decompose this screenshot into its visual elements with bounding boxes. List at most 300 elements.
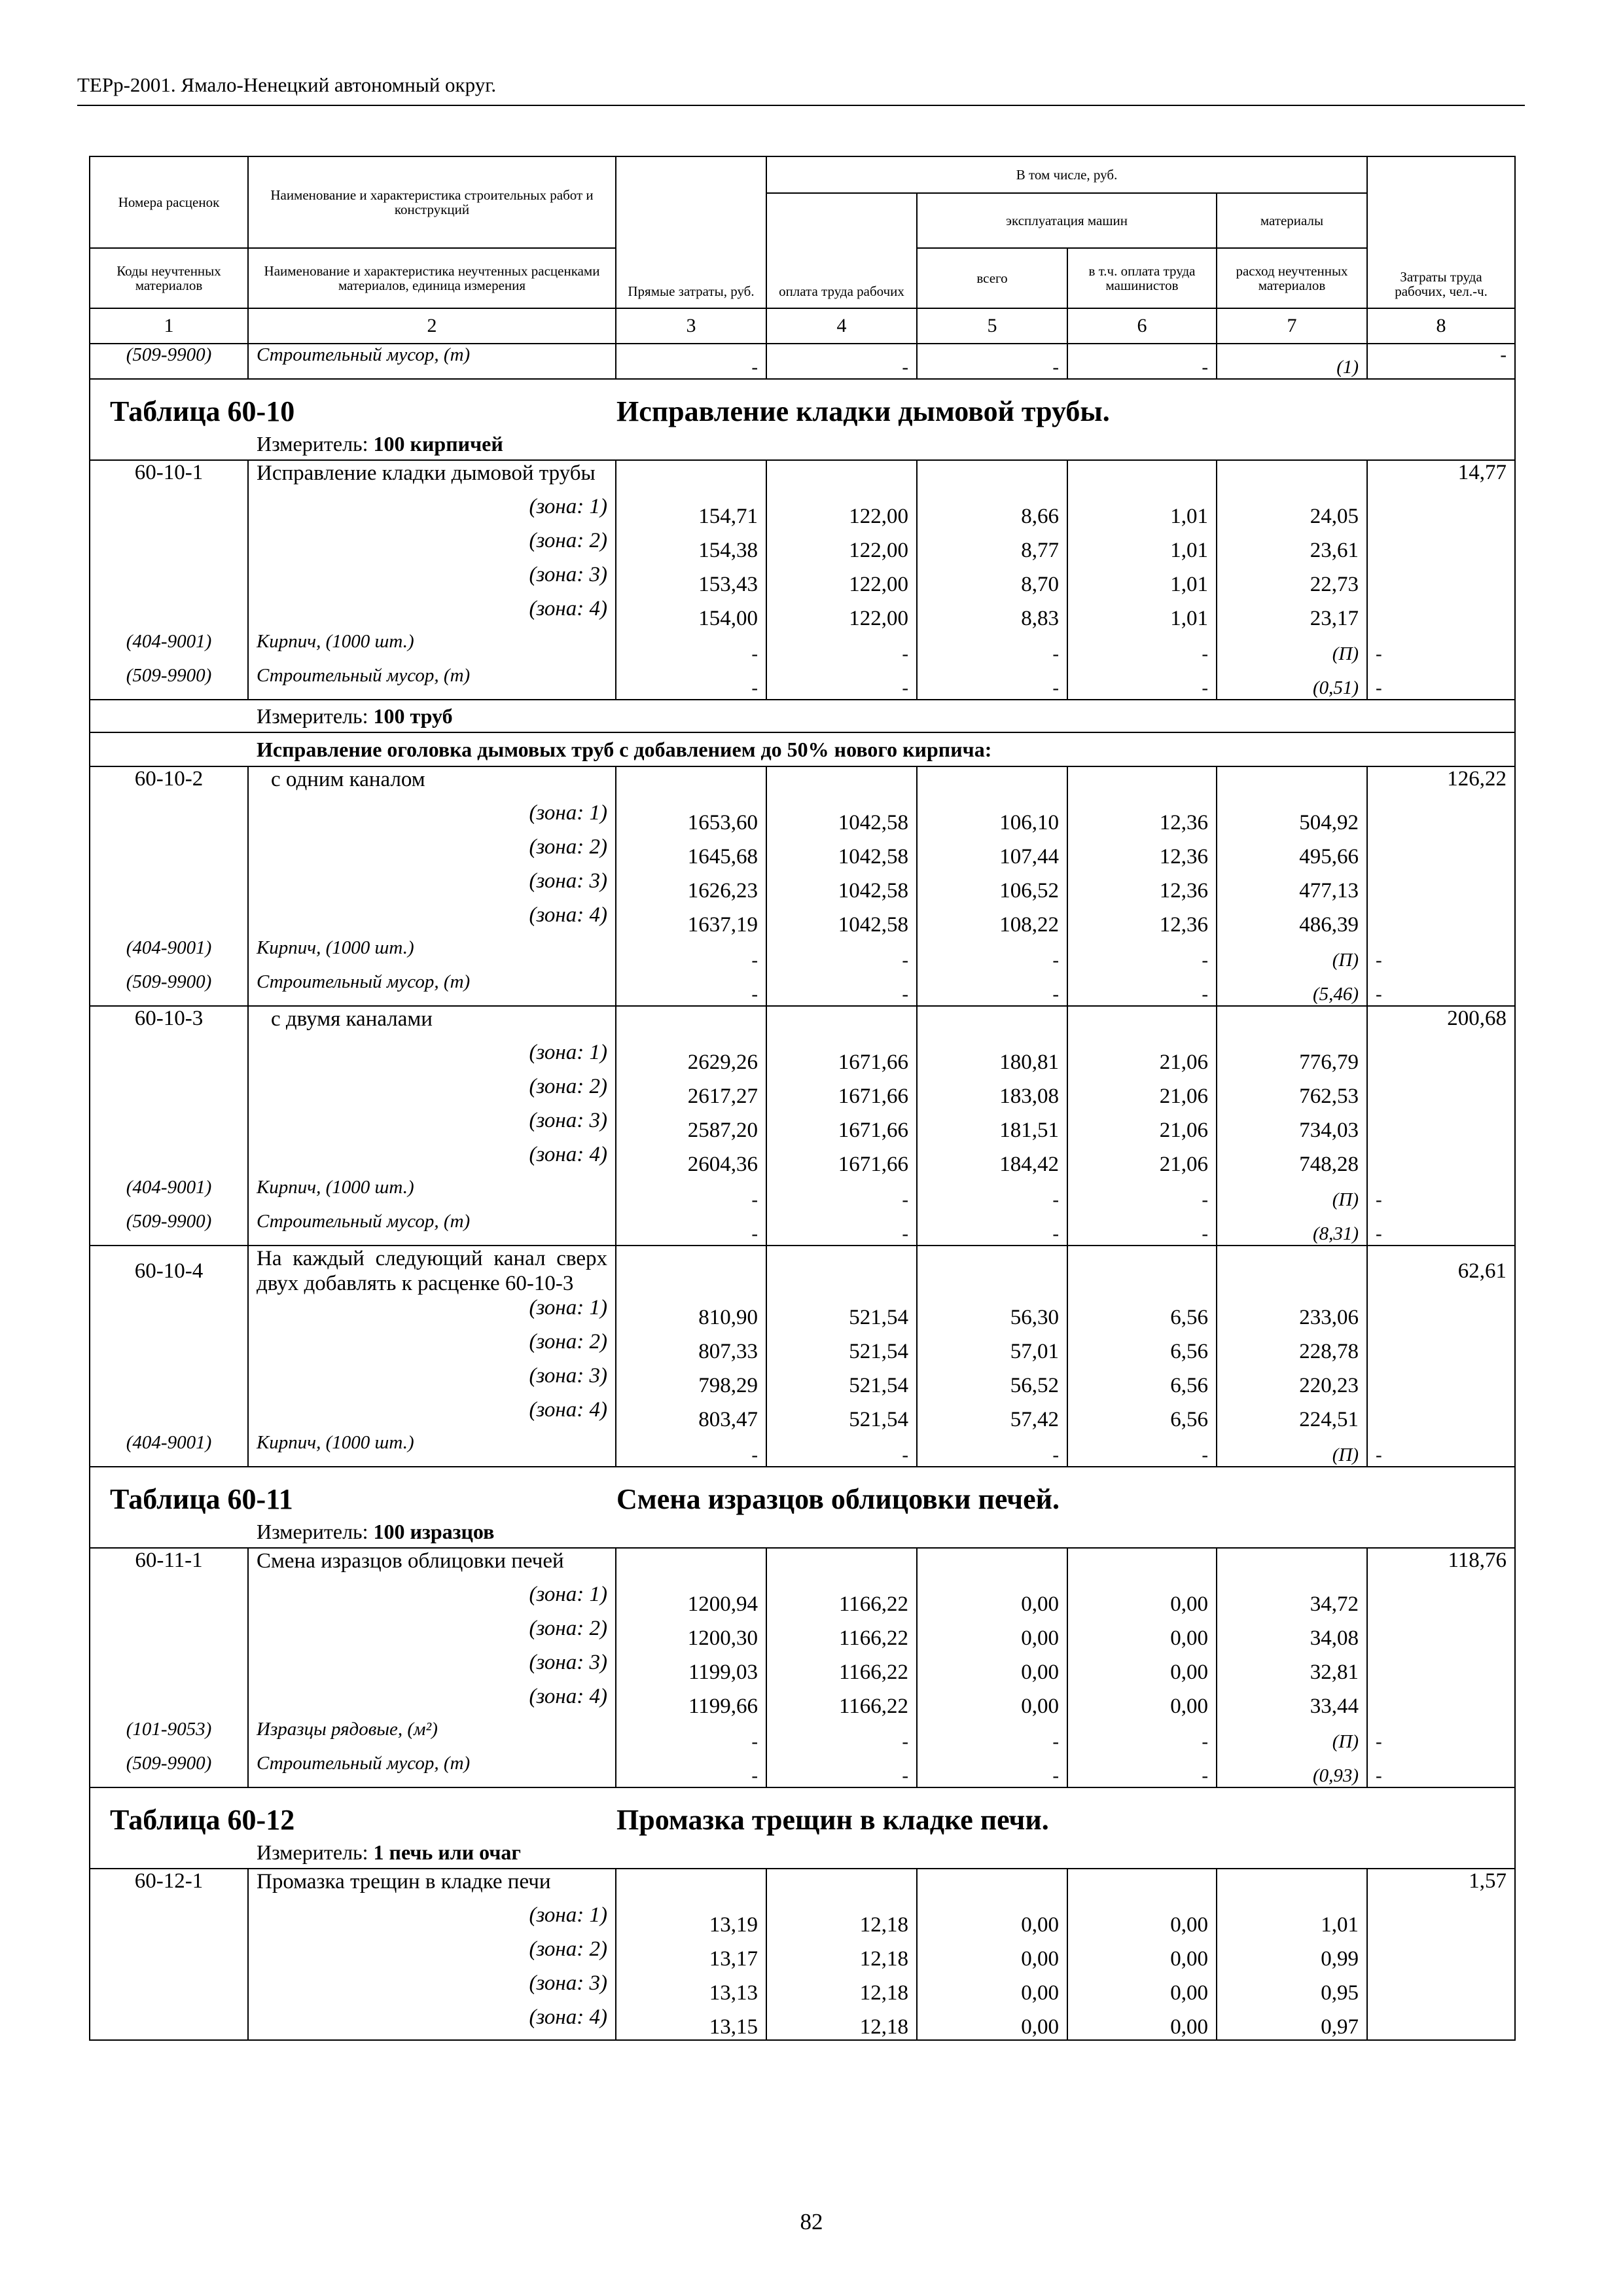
- rates-table: [89, 156, 1516, 2041]
- cell-labor-cost: -: [1367, 631, 1515, 665]
- group-row: [90, 732, 1515, 766]
- cell-empty: [1367, 1903, 1515, 1937]
- cell-empty: [90, 1903, 248, 1937]
- cell-direct-cost: -: [616, 1753, 766, 1787]
- zone-row: [90, 869, 1515, 903]
- cell-labor-cost: -: [1367, 344, 1515, 379]
- cell-empty: [90, 1364, 248, 1398]
- cell-labor-cost: -: [1367, 937, 1515, 971]
- cell-empty: [1067, 1006, 1217, 1041]
- cell-empty: [90, 1617, 248, 1651]
- page-number: 82: [800, 2209, 823, 2234]
- material-name: Строительный мусор, (т): [248, 1211, 616, 1246]
- col7-header: расход неучтенных материалов: [1217, 248, 1367, 308]
- cell-empty: [1367, 1685, 1515, 1719]
- cell-machines-total: 56,30: [917, 1296, 1067, 1330]
- material-code: (509-9900): [90, 665, 248, 700]
- cell-material-consumption: 486,39: [1217, 903, 1367, 937]
- material-name: Изразцы рядовые, (м²): [248, 1719, 616, 1753]
- cell-machines-total: 108,22: [917, 903, 1067, 937]
- cell-direct-cost: 1200,94: [616, 1583, 766, 1617]
- cell-machines-total: -: [917, 1719, 1067, 1753]
- cell-material-consumption: 0,95: [1217, 1971, 1367, 2005]
- cell-empty: [616, 460, 766, 495]
- cell-machinist-pay: 0,00: [1067, 2005, 1217, 2040]
- cell-material-consumption: (5,46): [1217, 971, 1367, 1006]
- cell-material-consumption: 762,53: [1217, 1075, 1367, 1109]
- table-row: [90, 1246, 1515, 1296]
- zone-label: (зона: 1): [248, 1583, 616, 1617]
- material-name: Кирпич, (1000 шт.): [248, 631, 616, 665]
- cell-labor-pay: -: [766, 1719, 917, 1753]
- zone-row: [90, 1685, 1515, 1719]
- cell-machines-total: 184,42: [917, 1143, 1067, 1177]
- cell-labor-pay: -: [766, 971, 917, 1006]
- zone-row: [90, 903, 1515, 937]
- material-name: Строительный мусор, (т): [248, 665, 616, 700]
- material-name: Строительный мусор, (т): [248, 1753, 616, 1787]
- material-row: [90, 937, 1515, 971]
- cell-empty: [1217, 460, 1367, 495]
- cell-direct-cost: -: [616, 971, 766, 1006]
- cell-direct-cost: -: [616, 631, 766, 665]
- measure-cell: [90, 428, 1515, 460]
- cell-material-consumption: 220,23: [1217, 1364, 1367, 1398]
- col-number: 1: [90, 308, 248, 344]
- cell-material-consumption: 23,61: [1217, 529, 1367, 563]
- zone-row: [90, 1041, 1515, 1075]
- cell-direct-cost: 807,33: [616, 1330, 766, 1364]
- zone-label: (зона: 4): [248, 903, 616, 937]
- cell-direct-cost: -: [616, 1719, 766, 1753]
- cell-direct-cost: -: [616, 665, 766, 700]
- cell-material-consumption: 495,66: [1217, 835, 1367, 869]
- cell-empty: [90, 1937, 248, 1971]
- cell-labor-cost: -: [1367, 1177, 1515, 1211]
- cell-machinist-pay: 12,36: [1067, 903, 1217, 937]
- cell-machines-total: 0,00: [917, 2005, 1067, 2040]
- cell-material-consumption: 504,92: [1217, 801, 1367, 835]
- cell-labor-pay: 1042,58: [766, 835, 917, 869]
- cell-machines-total: 8,77: [917, 529, 1067, 563]
- measure-row: [90, 700, 1515, 732]
- cell-material-consumption: 33,44: [1217, 1685, 1367, 1719]
- zone-row: [90, 1617, 1515, 1651]
- cell-machines-total: -: [917, 971, 1067, 1006]
- cell-machinist-pay: 0,00: [1067, 1617, 1217, 1651]
- cell-machinist-pay: -: [1067, 937, 1217, 971]
- cell-empty: [90, 1583, 248, 1617]
- table-title: Смена изразцов облицовки печей.: [616, 1483, 1060, 1515]
- zone-label: (зона: 1): [248, 1041, 616, 1075]
- material-name: Строительный мусор, (т): [248, 344, 616, 379]
- cell-machines-total: 0,00: [917, 1583, 1067, 1617]
- table-title-row: [90, 379, 1515, 428]
- cell-direct-cost: 810,90: [616, 1296, 766, 1330]
- measure-cell: [90, 700, 1515, 732]
- cell-machines-total: 8,70: [917, 563, 1067, 597]
- col-number: 4: [766, 308, 917, 344]
- cell-direct-cost: 1653,60: [616, 801, 766, 835]
- measure-value: 1 печь или очаг: [373, 1840, 521, 1864]
- cell-machinist-pay: -: [1067, 1211, 1217, 1246]
- rate-name: [248, 1246, 616, 1296]
- cell-empty: [1367, 495, 1515, 529]
- cell-empty: [1367, 2005, 1515, 2040]
- cell-direct-cost: 154,00: [616, 597, 766, 631]
- cell-machinist-pay: 12,36: [1067, 801, 1217, 835]
- cell-empty: [917, 1869, 1067, 1903]
- table-row: [90, 460, 1515, 495]
- cell-labor-pay: 1671,66: [766, 1143, 917, 1177]
- cell-empty: [90, 1651, 248, 1685]
- cell-empty: [766, 1869, 917, 1903]
- cell-direct-cost: 803,47: [616, 1398, 766, 1432]
- cell-labor-pay: -: [766, 344, 917, 379]
- cell-empty: [90, 903, 248, 937]
- cell-machinist-pay: -: [1067, 1753, 1217, 1787]
- cell-empty: [90, 1971, 248, 2005]
- cell-material-consumption: (0,51): [1217, 665, 1367, 700]
- cell-direct-cost: 13,17: [616, 1937, 766, 1971]
- cell-labor-pay: 1042,58: [766, 801, 917, 835]
- zone-row: [90, 563, 1515, 597]
- group-title: Исправление оголовка дымовых труб с добавлением до 50% нового кирпича:: [90, 732, 1515, 766]
- cell-machines-total: 0,00: [917, 1685, 1067, 1719]
- cell-material-consumption: (П): [1217, 1432, 1367, 1467]
- zone-row: [90, 1971, 1515, 2005]
- cell-direct-cost: -: [616, 1432, 766, 1467]
- zone-row: [90, 1109, 1515, 1143]
- cell-machinist-pay: 1,01: [1067, 563, 1217, 597]
- zone-row: [90, 835, 1515, 869]
- zone-label: (зона: 1): [248, 495, 616, 529]
- col8-header: Затраты труда рабочих, чел.-ч.: [1367, 156, 1515, 308]
- material-code: (404-9001): [90, 1432, 248, 1467]
- cell-machinist-pay: 0,00: [1067, 1937, 1217, 1971]
- cell-direct-cost: 153,43: [616, 563, 766, 597]
- material-row: [90, 631, 1515, 665]
- cell-labor-pay: 122,00: [766, 529, 917, 563]
- measure-value: 100 изразцов: [373, 1519, 495, 1543]
- zone-row: [90, 801, 1515, 835]
- cell-empty: [1367, 1041, 1515, 1075]
- cell-material-consumption: 0,99: [1217, 1937, 1367, 1971]
- rate-code: 60-11-1: [90, 1548, 248, 1583]
- col-number: 5: [917, 308, 1067, 344]
- table-title-row: [90, 1787, 1515, 1837]
- cell-labor-cost: 200,68: [1367, 1006, 1515, 1041]
- machines-header: эксплуатация машин: [917, 193, 1217, 248]
- cell-labor-pay: 1042,58: [766, 903, 917, 937]
- table-body: [90, 344, 1515, 2040]
- cell-machinist-pay: -: [1067, 1177, 1217, 1211]
- cell-material-consumption: 23,17: [1217, 597, 1367, 631]
- including-header: В том числе, руб.: [766, 156, 1367, 193]
- cell-direct-cost: 2617,27: [616, 1075, 766, 1109]
- cell-material-consumption: (П): [1217, 1177, 1367, 1211]
- zone-label: (зона: 3): [248, 869, 616, 903]
- table-title-cell: [90, 1467, 1515, 1516]
- cell-empty: [90, 495, 248, 529]
- col3-header: Прямые затраты, руб.: [616, 156, 766, 308]
- cell-labor-pay: 1042,58: [766, 869, 917, 903]
- measure-row: [90, 1516, 1515, 1548]
- material-code: (509-9900): [90, 1211, 248, 1246]
- cell-labor-pay: -: [766, 1432, 917, 1467]
- cell-empty: [1367, 1651, 1515, 1685]
- table-row: [90, 1006, 1515, 1041]
- material-name: Кирпич, (1000 шт.): [248, 1432, 616, 1467]
- cell-material-consumption: (П): [1217, 937, 1367, 971]
- cell-empty: [917, 460, 1067, 495]
- material-name: Кирпич, (1000 шт.): [248, 937, 616, 971]
- cell-direct-cost: 13,15: [616, 2005, 766, 2040]
- cell-empty: [1367, 1971, 1515, 2005]
- zone-label: (зона: 4): [248, 1143, 616, 1177]
- cell-material-consumption: (1): [1217, 344, 1367, 379]
- cell-machinist-pay: -: [1067, 1719, 1217, 1753]
- cell-machinist-pay: 12,36: [1067, 869, 1217, 903]
- cell-machinist-pay: -: [1067, 344, 1217, 379]
- material-name: Кирпич, (1000 шт.): [248, 1177, 616, 1211]
- zone-row: [90, 1937, 1515, 1971]
- cell-empty: [766, 1246, 917, 1296]
- table-title-cell: [90, 379, 1515, 428]
- cell-empty: [90, 1330, 248, 1364]
- cell-empty: [1217, 1869, 1367, 1903]
- cell-machinist-pay: 21,06: [1067, 1041, 1217, 1075]
- cell-labor-pay: 1671,66: [766, 1075, 917, 1109]
- cell-machines-total: 107,44: [917, 835, 1067, 869]
- cell-material-consumption: 32,81: [1217, 1651, 1367, 1685]
- rate-code: 60-10-2: [90, 766, 248, 801]
- cell-material-consumption: 24,05: [1217, 495, 1367, 529]
- cell-empty: [616, 1869, 766, 1903]
- zone-label: (зона: 3): [248, 1971, 616, 2005]
- cell-machines-total: 8,83: [917, 597, 1067, 631]
- cell-empty: [1067, 766, 1217, 801]
- cell-labor-cost: -: [1367, 665, 1515, 700]
- cell-labor-cost: -: [1367, 1211, 1515, 1246]
- cell-labor-pay: 1166,22: [766, 1617, 917, 1651]
- zone-label: (зона: 3): [248, 1364, 616, 1398]
- cell-machinist-pay: 0,00: [1067, 1903, 1217, 1937]
- measure-value: 100 труб: [373, 704, 453, 728]
- rate-name: [248, 460, 616, 495]
- cell-empty: [1217, 1548, 1367, 1583]
- column-numbers-row: [90, 308, 1515, 344]
- rate-name: [248, 1548, 616, 1583]
- cell-material-consumption: 34,08: [1217, 1617, 1367, 1651]
- cell-labor-pay: 12,18: [766, 1937, 917, 1971]
- running-header: ТЕРр-2001. Ямало-Ненецкий автономный округ.: [77, 73, 497, 96]
- cell-empty: [90, 563, 248, 597]
- cell-empty: [766, 1548, 917, 1583]
- cell-direct-cost: 798,29: [616, 1364, 766, 1398]
- measure-row: [90, 428, 1515, 460]
- zone-row: [90, 495, 1515, 529]
- cell-empty: [1367, 563, 1515, 597]
- zone-label: (зона: 4): [248, 2005, 616, 2040]
- zone-row: [90, 529, 1515, 563]
- measure-label: Измеритель:: [257, 704, 368, 728]
- cell-empty: [90, 1143, 248, 1177]
- cell-machines-total: -: [917, 631, 1067, 665]
- cell-empty: [90, 1075, 248, 1109]
- cell-direct-cost: 1626,23: [616, 869, 766, 903]
- cell-direct-cost: -: [616, 1211, 766, 1246]
- col2-top-header: Наименование и характеристика строительных работ и конструкций: [248, 156, 616, 248]
- cell-empty: [1367, 801, 1515, 835]
- cell-labor-pay: 122,00: [766, 563, 917, 597]
- material-row: [90, 1177, 1515, 1211]
- cell-labor-pay: 521,54: [766, 1398, 917, 1432]
- cell-empty: [1217, 1006, 1367, 1041]
- material-code: (404-9001): [90, 937, 248, 971]
- cell-direct-cost: 2587,20: [616, 1109, 766, 1143]
- cell-material-consumption: 734,03: [1217, 1109, 1367, 1143]
- cell-machines-total: -: [917, 344, 1067, 379]
- measure-label: Измеритель:: [257, 431, 368, 456]
- cell-labor-pay: -: [766, 937, 917, 971]
- cell-machinist-pay: 0,00: [1067, 1971, 1217, 2005]
- material-code: (509-9900): [90, 971, 248, 1006]
- material-code: (509-9900): [90, 344, 248, 379]
- rate-code: 60-12-1: [90, 1869, 248, 1903]
- cell-direct-cost: 1637,19: [616, 903, 766, 937]
- material-row: [90, 1753, 1515, 1787]
- zone-row: [90, 1296, 1515, 1330]
- cell-empty: [616, 766, 766, 801]
- cell-labor-cost: -: [1367, 1753, 1515, 1787]
- zone-row: [90, 1143, 1515, 1177]
- cell-direct-cost: 154,38: [616, 529, 766, 563]
- cell-direct-cost: 13,19: [616, 1903, 766, 1937]
- rate-name: [248, 1869, 616, 1903]
- cell-material-consumption: 224,51: [1217, 1398, 1367, 1432]
- cell-direct-cost: -: [616, 1177, 766, 1211]
- cell-labor-pay: 1166,22: [766, 1583, 917, 1617]
- material-name: Строительный мусор, (т): [248, 971, 616, 1006]
- cell-direct-cost: 1200,30: [616, 1617, 766, 1651]
- material-row: [90, 1432, 1515, 1467]
- cell-labor-pay: 1166,22: [766, 1685, 917, 1719]
- zone-row: [90, 1075, 1515, 1109]
- cell-empty: [90, 2005, 248, 2040]
- cell-empty: [766, 460, 917, 495]
- cell-machines-total: 180,81: [917, 1041, 1067, 1075]
- cell-material-consumption: (П): [1217, 1719, 1367, 1753]
- cell-machines-total: 57,01: [917, 1330, 1067, 1364]
- table-row: [90, 1548, 1515, 1583]
- cell-labor-cost: 126,22: [1367, 766, 1515, 801]
- material-row: [90, 1211, 1515, 1246]
- cell-machines-total: 57,42: [917, 1398, 1067, 1432]
- table-title-cell: [90, 1787, 1515, 1837]
- cell-labor-pay: 122,00: [766, 597, 917, 631]
- cell-labor-pay: 1166,22: [766, 1651, 917, 1685]
- cell-machines-total: 0,00: [917, 1617, 1067, 1651]
- material-row: [90, 665, 1515, 700]
- col-number: 2: [248, 308, 616, 344]
- cell-labor-pay: -: [766, 631, 917, 665]
- cell-machinist-pay: -: [1067, 665, 1217, 700]
- table-row: [90, 766, 1515, 801]
- cell-labor-pay: 12,18: [766, 2005, 917, 2040]
- zone-label: (зона: 2): [248, 1075, 616, 1109]
- cell-machinist-pay: -: [1067, 971, 1217, 1006]
- zone-row: [90, 1651, 1515, 1685]
- cell-empty: [917, 1246, 1067, 1296]
- cell-empty: [766, 766, 917, 801]
- cell-empty: [90, 801, 248, 835]
- zone-row: [90, 1398, 1515, 1432]
- cell-empty: [1217, 766, 1367, 801]
- material-code: (404-9001): [90, 631, 248, 665]
- cell-machinist-pay: 6,56: [1067, 1330, 1217, 1364]
- material-code: (404-9001): [90, 1177, 248, 1211]
- cell-empty: [1367, 529, 1515, 563]
- col-number: 8: [1367, 308, 1515, 344]
- table-number: Таблица 60-10: [110, 395, 295, 427]
- zone-label: (зона: 2): [248, 1617, 616, 1651]
- rate-name-text: Промазка трещин в кладке печи: [257, 1870, 551, 1893]
- cell-machines-total: 183,08: [917, 1075, 1067, 1109]
- cell-machines-total: 8,66: [917, 495, 1067, 529]
- cell-empty: [1067, 1246, 1217, 1296]
- material-code: (509-9900): [90, 1753, 248, 1787]
- zone-label: (зона: 3): [248, 563, 616, 597]
- cell-labor-pay: -: [766, 1753, 917, 1787]
- cell-empty: [1067, 1548, 1217, 1583]
- cell-empty: [917, 766, 1067, 801]
- measure-label: Измеритель:: [257, 1519, 368, 1543]
- cell-machinist-pay: -: [1067, 1432, 1217, 1467]
- cell-material-consumption: 233,06: [1217, 1296, 1367, 1330]
- cell-labor-pay: 12,18: [766, 1903, 917, 1937]
- cell-machines-total: -: [917, 1753, 1067, 1787]
- cell-material-consumption: 477,13: [1217, 869, 1367, 903]
- cell-empty: [616, 1006, 766, 1041]
- cell-machinist-pay: 1,01: [1067, 597, 1217, 631]
- cell-empty: [90, 1109, 248, 1143]
- header-rule: [77, 105, 1525, 106]
- zone-label: (зона: 4): [248, 597, 616, 631]
- cell-labor-pay: 521,54: [766, 1364, 917, 1398]
- cell-labor-cost: -: [1367, 971, 1515, 1006]
- cell-empty: [616, 1246, 766, 1296]
- cell-material-consumption: (0,93): [1217, 1753, 1367, 1787]
- cell-empty: [90, 529, 248, 563]
- cell-labor-pay: 521,54: [766, 1330, 917, 1364]
- cell-empty: [90, 1041, 248, 1075]
- cell-direct-cost: -: [616, 344, 766, 379]
- zone-row: [90, 1330, 1515, 1364]
- cell-machines-total: 56,52: [917, 1364, 1067, 1398]
- zone-label: (зона: 2): [248, 1330, 616, 1364]
- cell-labor-pay: 1671,66: [766, 1041, 917, 1075]
- cell-empty: [1367, 1583, 1515, 1617]
- cell-direct-cost: 1199,66: [616, 1685, 766, 1719]
- measure-label: Измеритель:: [257, 1840, 368, 1864]
- cell-empty: [1367, 1075, 1515, 1109]
- cell-direct-cost: 1645,68: [616, 835, 766, 869]
- col1-top-header: Номера расценок: [90, 156, 248, 248]
- cell-empty: [1367, 835, 1515, 869]
- rate-name: [248, 1006, 616, 1041]
- table-row: [90, 1869, 1515, 1903]
